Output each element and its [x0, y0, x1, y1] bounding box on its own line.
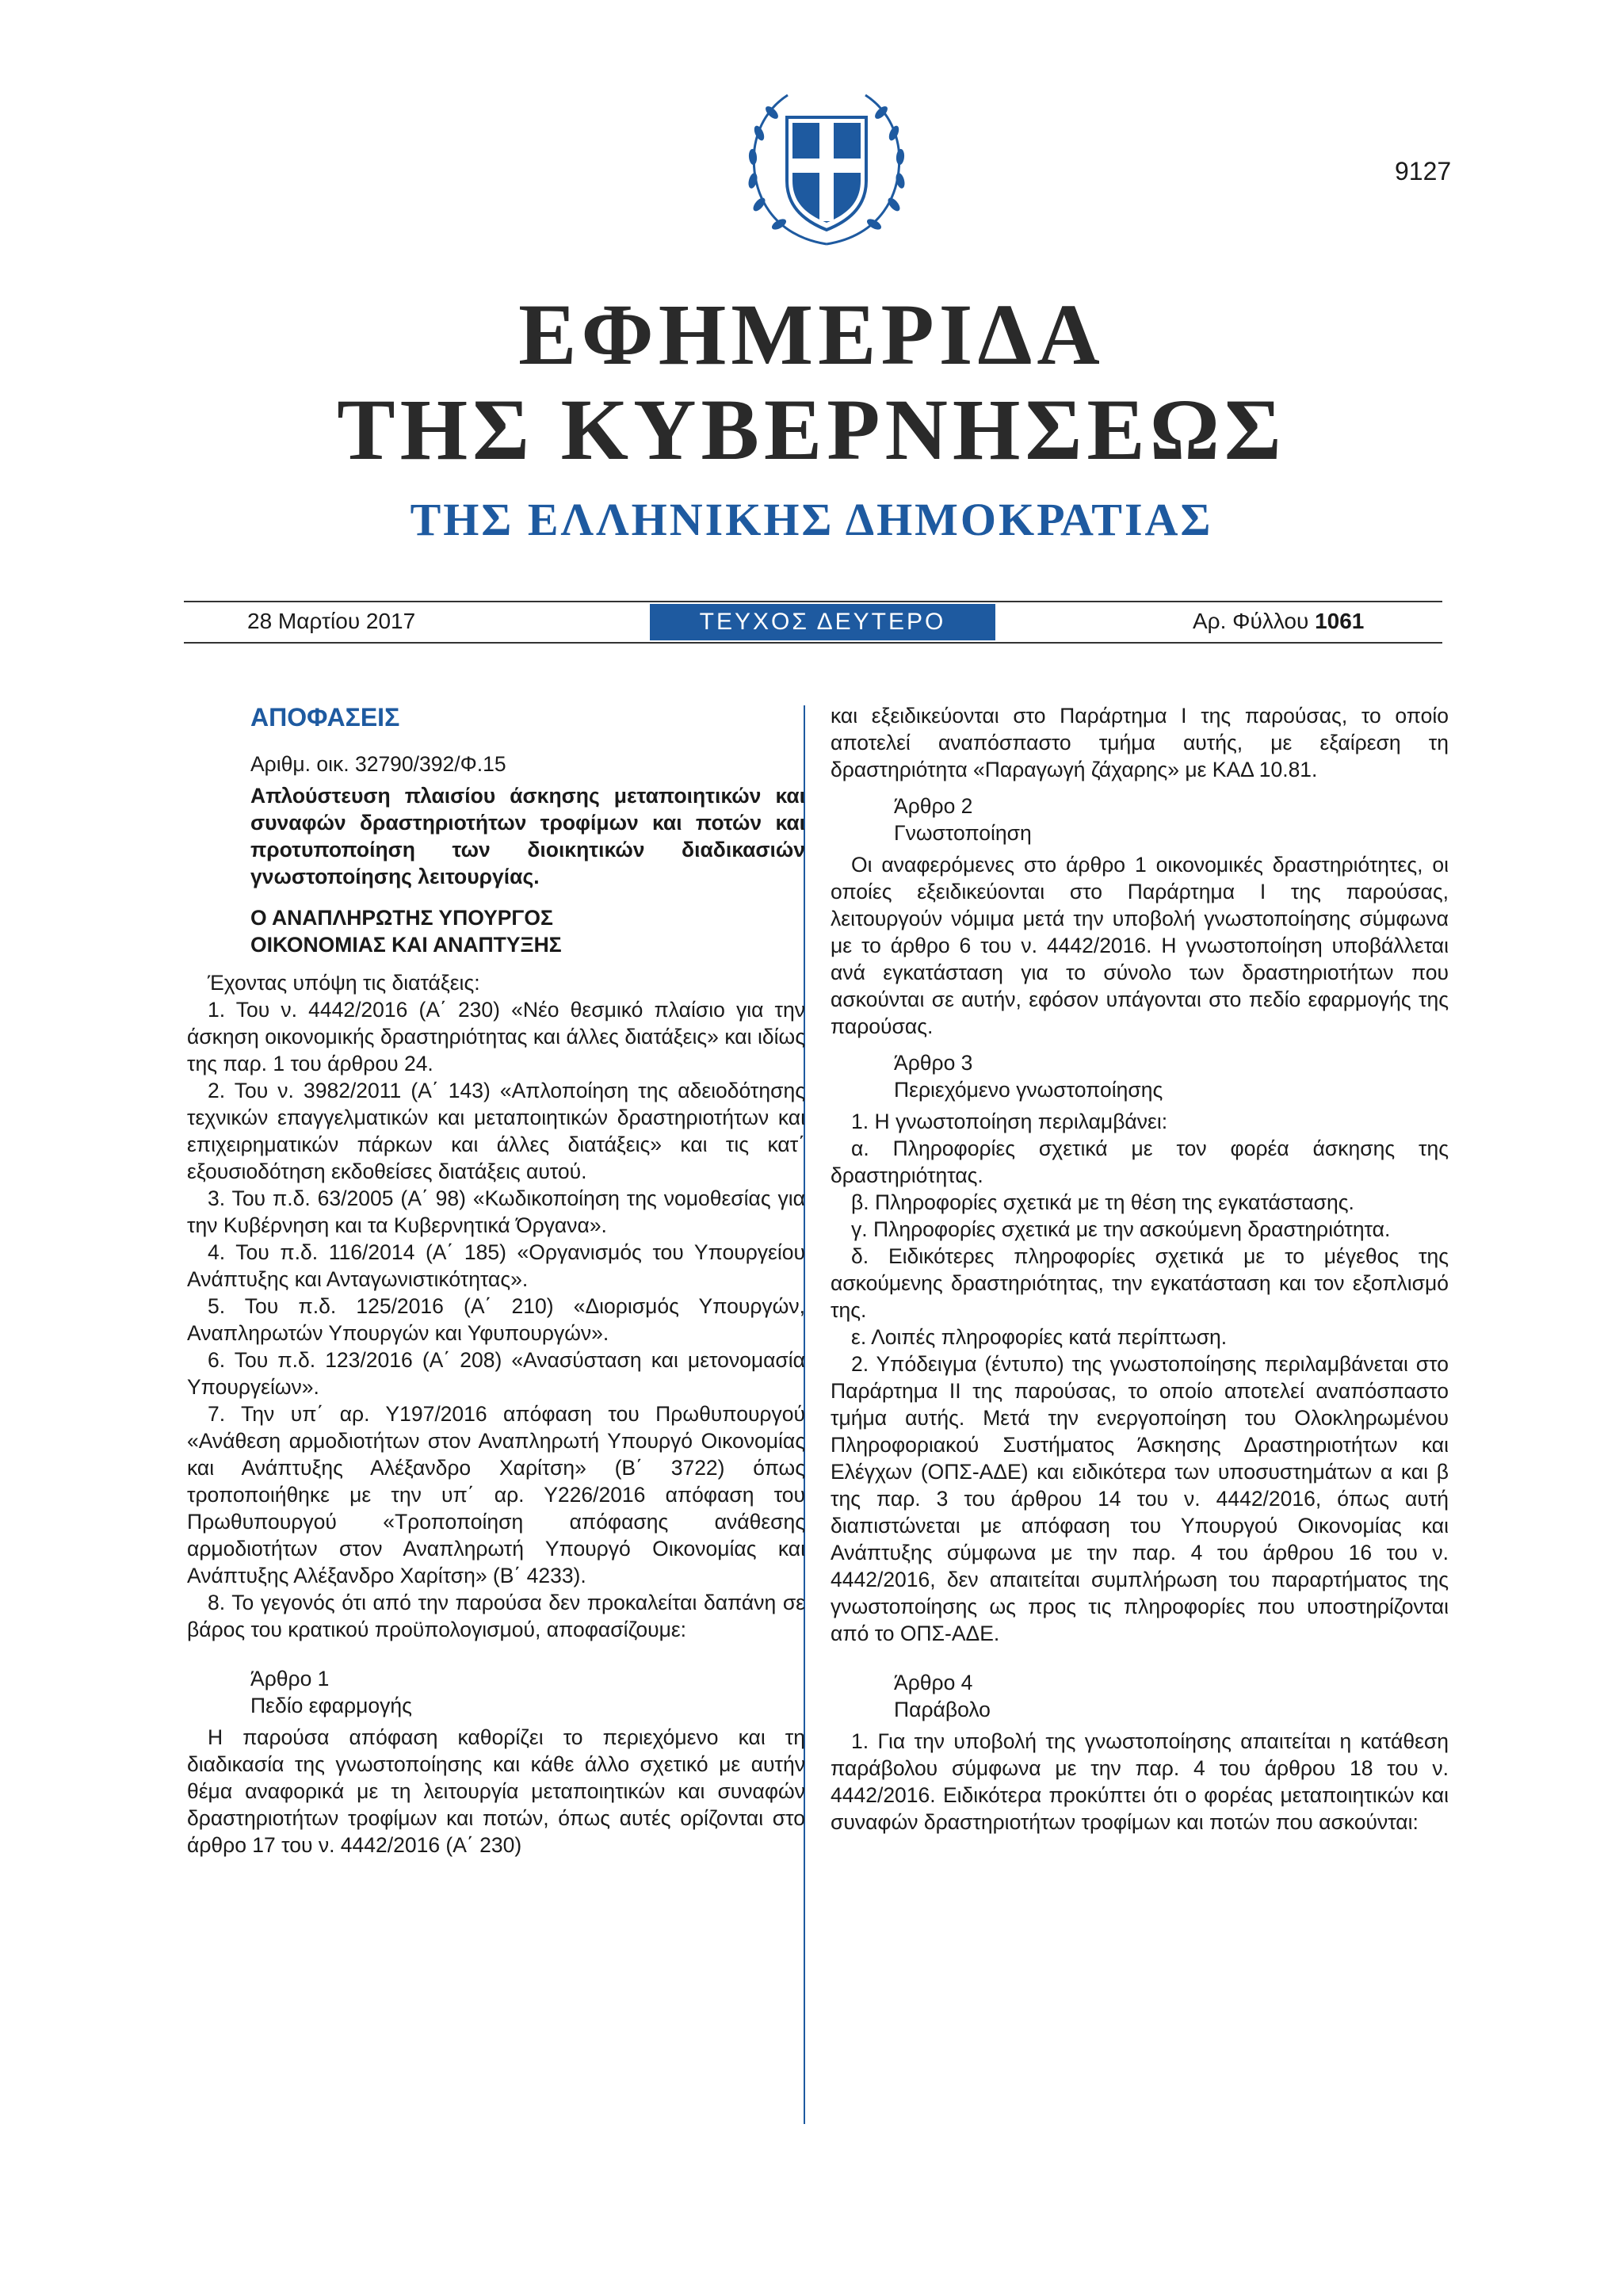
greek-coat-of-arms-icon [743, 86, 910, 252]
article-3-title: Περιεχόμενο γνωστοποίησης [894, 1078, 1163, 1102]
article-1-text: Η παρούσα απόφαση καθορίζει το περιεχόμενο και τη διαδικασία της γνωστοποίησης και κάθε άλλο σχετικό με αυτήν θέμα αναφορικά με τη λειτουργία μεταποιητικών και συναφών δραστηριοτήτων τροφίμων και ποτών, όπως αυτές ορίζονται στο άρθρο 17 του ν. 4442/2016 (Α΄ 230) [187, 1725, 805, 1857]
provision-8: 8. Το γεγονός ότι από την παρούσα δεν προκαλείται δαπάνη σε βάρος του κρατικού προϋπολογισμού, αποφασίζουμε: [187, 1591, 805, 1641]
article-4-title: Παράβολο [894, 1698, 991, 1721]
sheet-number [1193, 609, 1364, 634]
right-column [831, 702, 1449, 1836]
gazette-title-line1: ΕΦΗΜΕΡΙΔΑ [518, 286, 1105, 383]
article-1-number: Άρθρο 1 [250, 1667, 330, 1690]
authority-line1: Ο ΑΝΑΠΛΗΡΩΤΗΣ ΥΠΟΥΡΓΟΣ [250, 906, 553, 930]
article-2-text: Οι αναφερόμενες στο άρθρο 1 οικονομικές δραστηριότητες, οι οποίες εξειδικεύονται στο Παράρτημα Ι της παρούσας, λειτουργούν νόμιμα μετά την υποβολή γνωστοποίησης σύμφωνα με το άρθρο 6 του ν. 4442/2016. Η γνωστοποίηση υποβάλλεται ανά εγκατάσταση για το σύνολο των δραστηριοτήτων που ασκούνται σε αυτήν, εφόσον υπάγονται στο πεδίο εφαρμογής της παρούσας. [831, 853, 1449, 1038]
decision-title: Απλούστευση πλαισίου άσκησης μεταποιητικών και συναφών δραστηριοτήτων τροφίμων και ποτών και προτυποποίηση των διοικητικών διαδικασιών γνωστοποίησης λειτουργίας. [250, 784, 805, 888]
decision-reference: Αριθμ. οικ. 32790/392/Φ.15 [250, 752, 506, 776]
article-3-item-e: ε. Λοιπές πληροφορίες κατά περίπτωση. [851, 1325, 1228, 1349]
article-3-item-b: β. Πληροφορίες σχετικά με τη θέση της εγκατάστασης. [851, 1190, 1354, 1214]
issue-badge: ΤΕΥΧΟΣ ΔΕΥΤΕΡΟ [650, 604, 995, 640]
page-number: 9127 [1395, 157, 1452, 185]
issue-date: 28 Μαρτίου 2017 [247, 609, 416, 633]
provision-2: 2. Του ν. 3982/2011 (Α΄ 143) «Απλοποίηση της αδειοδότησης τεχνικών επαγγελματικών και μεταποιητικών δραστηριοτήτων και επιχειρηματικών πάρκων και άλλες διατάξεις» και τις κατ΄ εξουσιοδότηση εκδοθείσες διατάξεις αυτού. [187, 1079, 805, 1183]
article-4-text: 1. Για την υποβολή της γνωστοποίησης απαιτείται η κατάθεση παράβολου σύμφωνα με την παρ. 4 του άρθρου 18 του ν. 4442/2016. Ειδικότερα προκύπτει ότι ο φορέας μεταποιητικών και συναφών δραστηριοτήτων τροφίμων και ποτών που ασκούνται: [831, 1729, 1449, 1834]
left-column [187, 701, 805, 1859]
article-1-title: Πεδίο εφαρμογής [250, 1694, 412, 1717]
gazette-subtitle: ΤΗΣ ΕΛΛΗΝΙΚΗΣ ΔΗΜΟΚΡΑΤΙΑΣ [410, 494, 1213, 545]
section-heading: ΑΠΟΦΑΣΕΙΣ [250, 703, 400, 732]
article-2-title: Γνωστοποίηση [894, 821, 1032, 845]
spacer [831, 783, 1449, 793]
provision-4: 4. Του π.δ. 116/2014 (Α΄ 185) «Οργανισμός του Υπουργείου Ανάπτυξης και Ανταγωνιστικότητας». [187, 1240, 805, 1291]
article-3-item-c: γ. Πληροφορίες σχετικά με την ασκούμενη δραστηριότητα. [851, 1217, 1391, 1241]
authority-line2: ΟΙΚΟΝΟΜΙΑΣ ΚΑΙ ΑΝΑΠΤΥΞΗΣ [250, 933, 562, 957]
provision-7: 7. Την υπ΄ αρ. Υ197/2016 απόφαση του Πρωθυπουργού «Ανάθεση αρμοδιοτήτων στον Αναπληρωτή Υπουργό Οικονομίας και Ανάπτυξης Αλέξανδρο Χαρίτση» (Β΄ 3722) όπως τροποποιήθηκε με την υπ΄ αρ. Υ226/2016 απόφαση του Πρωθυπουργού «Τροποποίηση απόφασης ανάθεσης αρμοδιοτήτων στον Αναπληρωτή Υπουργό Οικονομίας και Ανάπτυξης Αλέξανδρο Χαρίτση» (Β΄ 4233). [187, 1402, 805, 1587]
article-3-item-1: 1. Η γνωστοποίηση περιλαμβάνει: [851, 1110, 1168, 1133]
article-3-item-a: α. Πληροφορίες σχετικά με τον φορέα άσκησης της δραστηριότητας. [831, 1137, 1449, 1187]
article-3-item-2: 2. Υπόδειγμα (έντυπο) της γνωστοποίησης περιλαμβάνεται στο Παράρτημα ΙΙ της παρούσας, το οποίο αποτελεί αναπόσπαστο τμήμα αυτής. Μετά την ενεργοποίηση του Ολοκληρωμένου Πληροφοριακού Συστήματος Άσκησης Δραστηριοτήτων και Ελέγχων (ΟΠΣ-ΑΔΕ) και ειδικότερα των υποσυστημάτων α και β της παρ. 3 του άρθρου 14 του ν. 4442/2016, όπως αυτή διαπιστώνεται με απόφαση του Υπουργού Οικονομίας και Ανάπτυξης σύμφωνα με την παρ. 4 του άρθρου 16 του ν. 4442/2016, δεν απαιτείται συμπλήρωση του παραρτήματος της γνωστοποίησης ως προς τις πληροφορίες που υποστηρίζονται από το ΟΠΣ-ΑΔΕ. [831, 1352, 1449, 1645]
provision-5: 5. Του π.δ. 125/2016 (Α΄ 210) «Διορισμός Υπουργών, Αναπληρωτών Υπουργών και Υφυπουργών». [187, 1294, 805, 1345]
article-3-item-d: δ. Ειδικότερες πληροφορίες σχετικά με το μέγεθος της ασκούμενης δραστηριότητας, την εγκατάσταση και τον εξοπλισμό της. [831, 1244, 1449, 1322]
intro-text: Έχοντας υπόψη τις διατάξεις: [208, 971, 480, 995]
header-bottom-rule [184, 642, 1442, 644]
header-top-rule [184, 601, 1442, 602]
provision-3: 3. Του π.δ. 63/2005 (Α΄ 98) «Κωδικοποίηση της νομοθεσίας για την Κυβέρνηση και τα Κυβερνητικά Όργανα». [187, 1186, 805, 1237]
provision-6: 6. Του π.δ. 123/2016 (Α΄ 208) «Ανασύσταση και μετονομασία Υπουργείων». [187, 1348, 805, 1399]
sheet-label: Αρ. Φύλλου [1193, 609, 1309, 633]
spacer [831, 1040, 1449, 1049]
sheet-value: 1061 [1315, 609, 1365, 633]
article-1-continuation: και εξειδικεύονται στο Παράρτημα Ι της παρούσας, το οποίο αποτελεί αναπόσπαστο τμήμα αυτής, με εξαίρεση τη δραστηριότητα «Παραγωγή ζάχαρης» με ΚΑΔ 10.81. [831, 704, 1449, 781]
provision-1: 1. Του ν. 4442/2016 (Α΄ 230) «Νέο θεσμικό πλαίσιο για την άσκηση οικονομικής δραστηριότητας και άλλες διατάξεις» και ιδίως της παρ. 1 του άρθρου 24. [187, 998, 805, 1075]
article-2-number: Άρθρο 2 [894, 794, 973, 818]
article-4-number: Άρθρο 4 [894, 1671, 973, 1694]
gazette-title-line2: ΤΗΣ ΚΥΒΕΡΝΗΣΕΩΣ [337, 381, 1286, 478]
article-3-number: Άρθρο 3 [894, 1051, 973, 1075]
spacer [831, 1647, 1449, 1669]
spacer [187, 1643, 805, 1665]
